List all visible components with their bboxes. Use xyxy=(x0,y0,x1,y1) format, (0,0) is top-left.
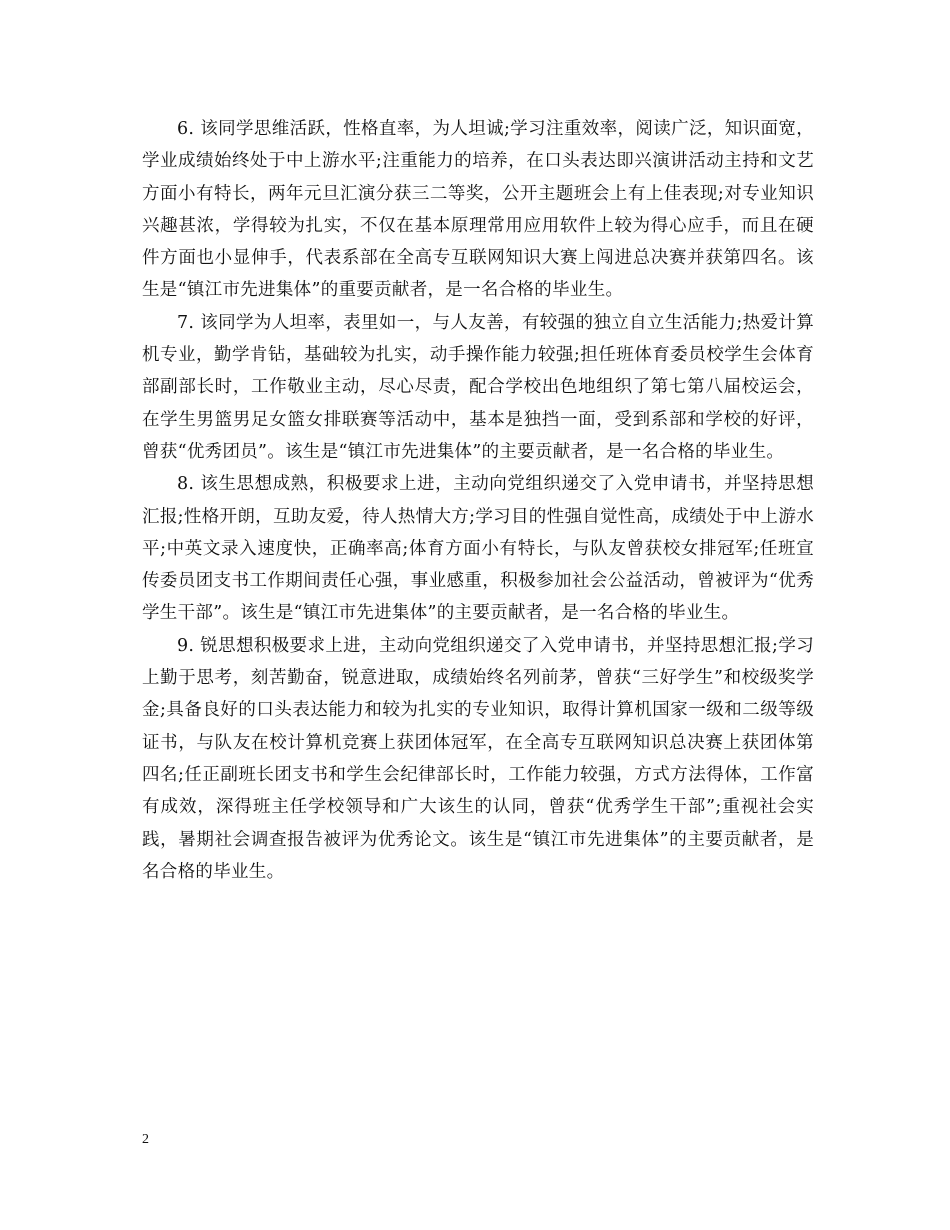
paragraph-7: 7. 该同学为人坦率，表里如一，与人友善，有较强的独立自立生活能力;热爱计算机专业，勤学肯钻，基础较为扎实，动手操作能力较强;担任班体育委员校学生会体育部副部长时，工作敬业主动，尽心尽责，配合学校出色地组织了第七第八届校运会，在学生男篮男足女篮女排联赛等活动中，基本是独挡一面，受到系部和学校的好评，曾获“优秀团员”。该生是“镇江市先进集体”的主要贡献者，是一名合格的毕业生。 xyxy=(142,312,814,462)
paragraph-8: 8. 该生思想成熟，积极要求上进，主动向党组织递交了入党申请书，并坚持思想汇报;性格开朗，互助友爱，待人热情大方;学习目的性强自觉性高，成绩处于中上游水平;中英文录入速度快，正确率高;体育方面小有特长，与队友曾获校女排冠军;任班宣传委员团支书工作期间责任心强，事业感重，积极参加社会公益活动，曾被评为“优秀学生干部”。该生是“镇江市先进集体”的主要贡献者，是一名合格的毕业生。 xyxy=(142,474,814,624)
document-body xyxy=(142,113,814,888)
paragraph-6: 6. 该同学思维活跃，性格直率，为人坦诚;学习注重效率，阅读广泛，知识面宽，学业成绩始终处于中上游水平;注重能力的培养，在口头表达即兴演讲活动主持和文艺方面小有特长，两年元旦汇演分获三二等奖，公开主题班会上有上佳表现;对专业知识兴趣甚浓，学得较为扎实，不仅在基本原理常用应用软件上较为得心应手，而且在硬件方面也小显伸手，代表系部在全高专互联网知识大赛上闯进总决赛并获第四名。该生是“镇江市先进集体”的重要贡献者，是一名合格的毕业生。 xyxy=(142,119,814,301)
page-number: 2 xyxy=(142,1132,149,1147)
paragraph-9: 9. 锐思想积极要求上进，主动向党组织递交了入党申请书，并坚持思想汇报;学习上勤于思考，刻苦勤奋，锐意进取，成绩始终名列前茅，曾获“三好学生”和校级奖学金;具备良好的口头表达能力和较为扎实的专业知识，取得计算机国家一级和二级等级证书，与队友在校计算机竞赛上获团体冠军，在全高专互联网知识总决赛上获团体第四名;任正副班长团支书和学生会纪律部长时，工作能力较强，方式方法得体，工作富有成效，深得班主任学校领导和广大该生的认同，曾获“优秀学生干部”;重视社会实践，暑期社会调查报告被评为优秀论文。该生是“镇江市先进集体”的主要贡献者，是名合格的毕业生。 xyxy=(142,635,814,882)
